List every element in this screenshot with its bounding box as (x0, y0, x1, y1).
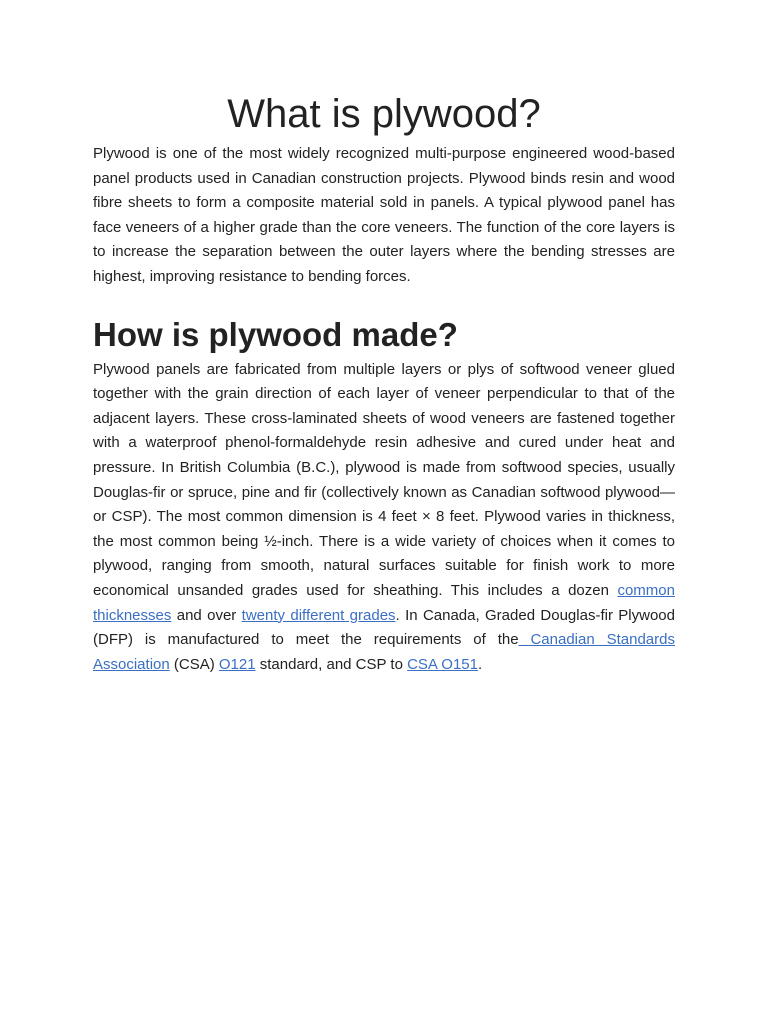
csa-link[interactable]: Canadian Standards Association (93, 631, 675, 673)
body-text-6: . (477, 655, 483, 673)
twenty-different-grades-link[interactable]: twenty different grades (241, 606, 396, 624)
body-paragraph (93, 358, 675, 678)
page-title: What is plywood? (227, 92, 541, 136)
body-text-5: standard, and CSP to (255, 655, 408, 673)
csa-o151-link[interactable]: CSA O151 (407, 655, 478, 673)
body-text-4: (CSA) (169, 655, 219, 673)
section-heading: How is plywood made? (93, 315, 458, 353)
intro-paragraph: Plywood is one of the most widely recognized multi-purpose engineered wood-based panel products used in Canadian construction projects. Plywood binds resin and wood fibre sheets to form a composite material sold in panels. A typical plywood panel has face veneers of a higher grade than the core veneers. The function of the core layers is to increase the separation between the outer layers where the bending stresses are highest, improving resistance to bending forces. (93, 145, 675, 285)
body-text-3: . In Canada, Graded Douglas-fir Plywood (DFP) is manufactured to meet the requirements of the (93, 606, 675, 649)
common-thicknesses-link[interactable]: common thicknesses (93, 581, 675, 624)
body-text-2: and over (171, 606, 242, 624)
document-page (93, 88, 675, 677)
body-text-1: Plywood panels are fabricated from multiple layers or plys of softwood veneer glued together with the grain direction of each layer of veneer perpendicular to that of the adjacent layers. These cross-laminated sheets of wood veneers are fastened together with a waterproof phenol-formaldehyde resin adhesive and cured under heat and pressure. In British Columbia (B.C.), plywood is made from softwood species, usually Douglas-fir or spruce, pine and fir (collectively known as Canadian softwood plywood—or CSP). The most common dimension is 4 feet × 8 feet. Plywood varies in thickness, the most common being ½-inch. There is a wide variety of choices when it comes to plywood, ranging from smooth, natural surfaces suitable for finish work to more economical unsanded grades used for sheathing. This includes a dozen (93, 360, 675, 599)
o121-link[interactable]: O121 (218, 655, 256, 673)
